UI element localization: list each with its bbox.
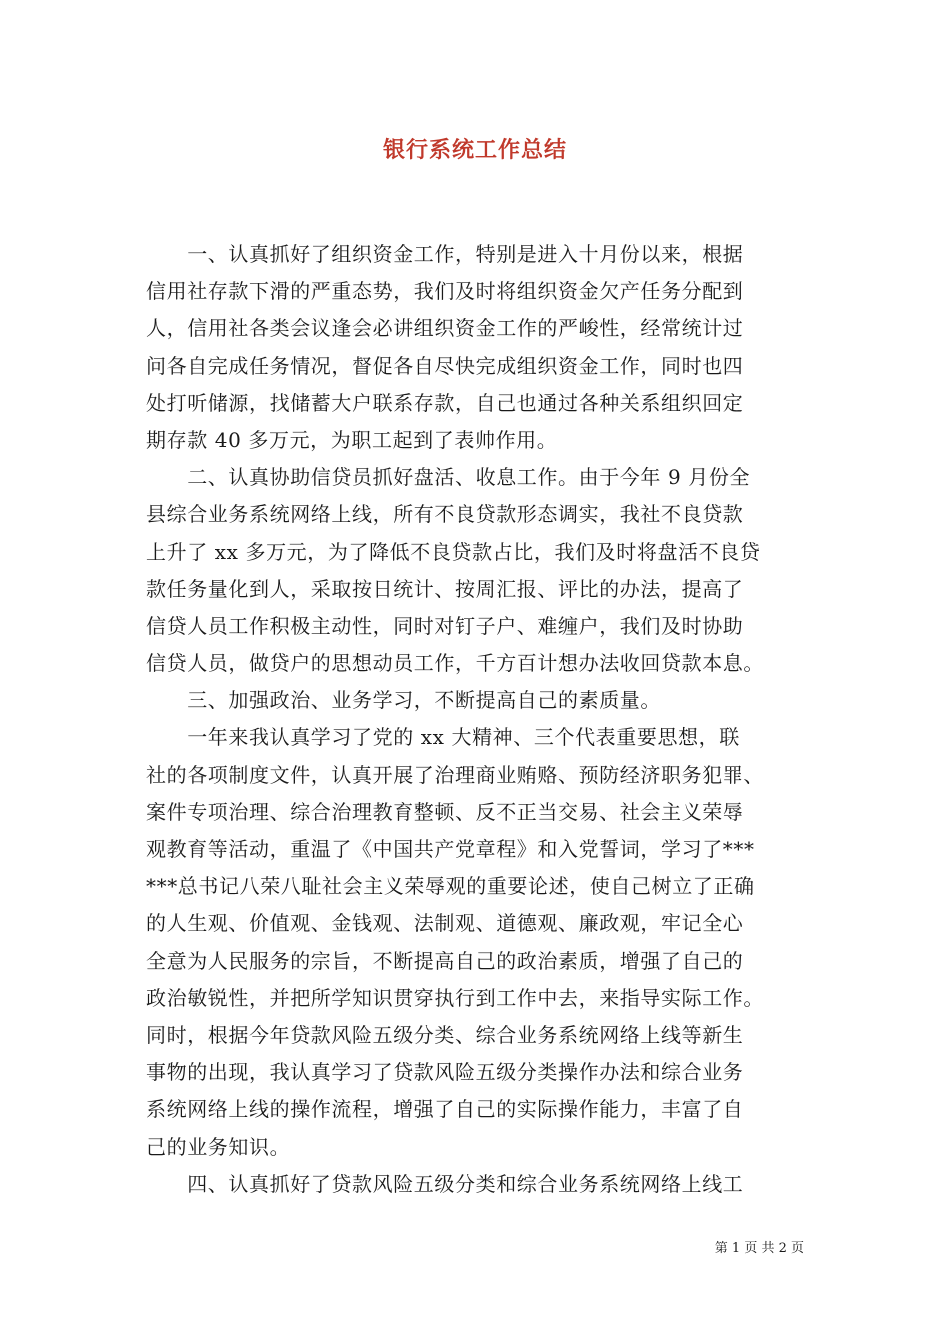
body-line: 信贷人员工作积极主动性，同时对钉子户、难缠户，我们及时协助	[146, 613, 744, 638]
page-number-footer: 第 1 页 共 2 页	[714, 1241, 804, 1256]
body-line: 系统网络上线的操作流程，增强了自己的实际操作能力，丰富了自	[146, 1097, 744, 1122]
body-line: 三、加强政治、业务学习，不断提高自己的素质量。	[146, 688, 661, 713]
body-line: 期存款 40 多万元，为职工起到了表帅作用。	[146, 427, 558, 452]
body-line: 处打听储源，找储蓄大户联系存款，自己也通过各种关系组织回定	[146, 390, 744, 415]
body-line: 观教育等活动，重温了《中国共产党章程》和入党誓词，学习了***	[146, 837, 755, 861]
document-title: 银行系统工作总结	[382, 137, 567, 163]
body-line: 上升了 xx 多万元，为了降低不良贷款占比，我们及时将盘活不良贷	[146, 539, 761, 564]
body-line: 案件专项治理、综合治理教育整顿、反不正当交易、社会主义荣辱	[146, 799, 744, 824]
body-line: 一、认真抓好了组织资金工作，特别是进入十月份以来，根据	[146, 242, 744, 266]
body-line: 县综合业务系统网络上线，所有不良贷款形态调实，我社不良贷款	[146, 502, 744, 527]
body-line: 二、认真协助信贷员抓好盘活、收息工作。由于今年 9 月份全	[146, 465, 751, 490]
body-line: 信贷人员，做贷户的思想动员工作，千方百计想办法收回贷款本息。	[146, 651, 764, 676]
document-body	[146, 236, 810, 1203]
body-line: 社的各项制度文件，认真开展了治理商业贿赂、预防经济职务犯罪、	[146, 762, 764, 787]
body-line: ***总书记八荣八耻社会主义荣辱观的重要论述，使自己树立了正确	[146, 874, 755, 899]
body-line: 全意为人民服务的宗旨，不断提高自己的政治素质，增强了自己的	[146, 948, 744, 973]
body-line: 事物的出现，我认真学习了贷款风险五级分类操作办法和综合业务	[146, 1060, 744, 1085]
body-line: 人，信用社各类会议逢会必讲组织资金工作的严峻性，经常统计过	[146, 316, 744, 341]
body-line: 的人生观、价值观、金钱观、法制观、道德观、廉政观，牢记全心	[146, 911, 744, 936]
body-line: 问各自完成任务情况，督促各自尽快完成组织资金工作，同时也四	[146, 353, 744, 378]
body-line: 四、认真抓好了贷款风险五级分类和综合业务系统网络上线工	[146, 1171, 744, 1196]
body-line: 款任务量化到人，采取按日统计、按周汇报、评比的办法，提高了	[146, 576, 744, 601]
body-line: 同时，根据今年贷款风险五级分类、综合业务系统网络上线等新生	[146, 1022, 744, 1047]
body-line: 一年来我认真学习了党的 xx 大精神、三个代表重要思想，联	[146, 725, 740, 750]
body-line: 己的业务知识。	[146, 1134, 291, 1159]
body-line: 政治敏锐性，并把所学知识贯穿执行到工作中去，来指导实际工作。	[146, 985, 764, 1010]
body-line: 信用社存款下滑的严重态势，我们及时将组织资金欠产任务分配到	[146, 279, 744, 304]
